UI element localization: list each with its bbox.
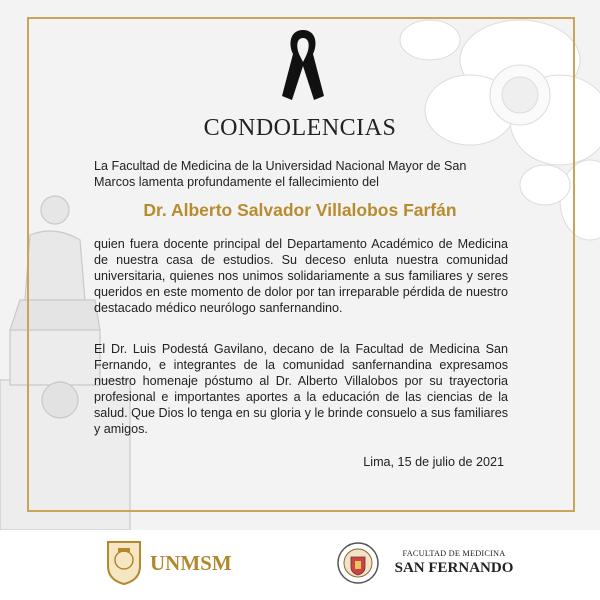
paragraph-2: El Dr. Luis Podestá Gavilano, decano de la Facultad de Medicina San Fernando, e integrantes de la comunidad sanfernandina expresamos nuestro homenaje póstumo al Dr. Alberto Villalobos por su trayectoria profesional e importantes aportes a la educación de las ciencias de la salud. Que Dios lo tenga en su gloria y le brinde consuelo a sus familiares y amigos. (94, 342, 508, 436)
deceased-name: Dr. Alberto Salvador Villalobos Farfán (143, 200, 457, 220)
unmsm-crest-icon (104, 538, 144, 586)
intro-text: La Facultad de Medicina de la Universidad Nacional Mayor de San Marcos lamenta profundamente el fallecimiento del (94, 159, 467, 189)
faculty-name-bottom: SAN FERNANDO (394, 560, 514, 576)
san-fernando-seal-icon (336, 541, 380, 585)
paragraph-1: quien fuera docente principal del Departamento Académico de Medicina de nuestra casa de estudios. Su deceso enluta nuestra comunidad universitaria, quienes nos unimos solidariamente a sus familiares y seres queridos en este momento de dolor por tan irreparable pérdida de nuestro destacado médico neurólogo sanfernandino. (94, 237, 508, 315)
faculty-name-top: FACULTAD DE MEDICINA (402, 549, 506, 558)
unmsm-logo-text: UNMSM (150, 551, 232, 575)
mourning-ribbon-icon (280, 26, 326, 102)
date-line: Lima, 15 de julio de 2021 (363, 455, 504, 469)
page-title: CONDOLENCIAS (203, 115, 397, 141)
